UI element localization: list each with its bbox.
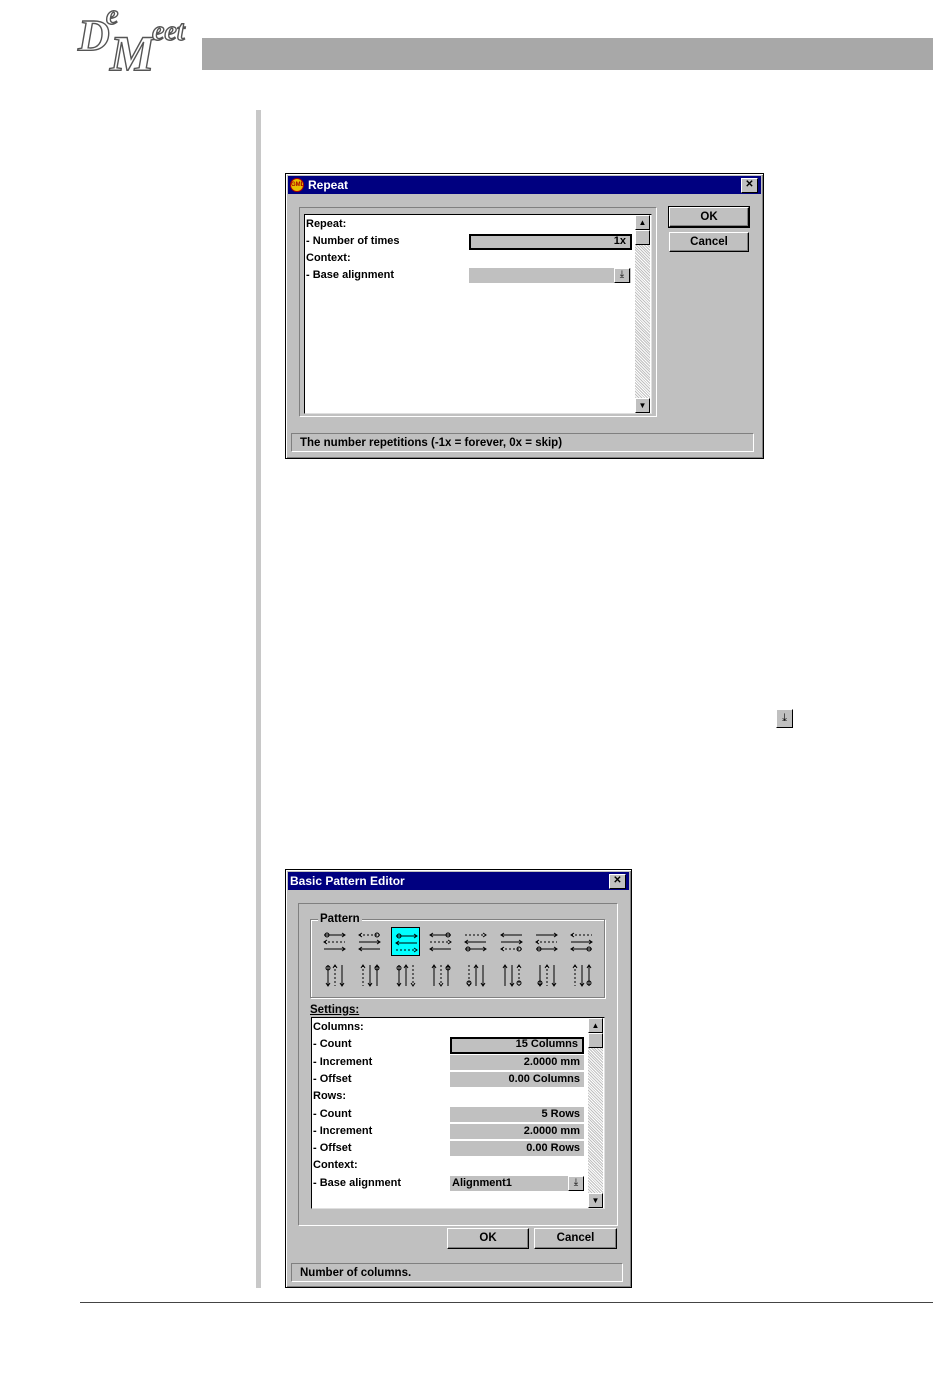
settings-label: Settings: (310, 1004, 360, 1016)
repeat-status-bar: The number repetitions (-1x = forever, 0x = skip) (291, 433, 754, 452)
pattern-vertical-8-icon[interactable] (567, 961, 596, 990)
pattern-vertical-1-icon[interactable] (320, 961, 349, 990)
pattern-horizontal-3-icon[interactable] (391, 927, 420, 956)
settings-row-value[interactable]: 5 Rows (450, 1107, 584, 1122)
settings-row-label: - Offset (313, 1072, 352, 1085)
scroll-down-icon[interactable]: ▼ (588, 1193, 603, 1208)
cancel-button[interactable]: Cancel (669, 232, 749, 252)
pattern-vertical-3-icon[interactable] (391, 961, 420, 990)
logo-letter-d: D (78, 11, 110, 60)
repeat-dialog (285, 173, 764, 459)
settings-row-label: - Base alignment (313, 1176, 402, 1189)
pattern-horizontal-6-icon[interactable] (497, 927, 526, 956)
pattern-horizontal-7-icon[interactable] (532, 927, 561, 956)
settings-row-label: - Increment (313, 1055, 373, 1068)
cancel-button[interactable]: Cancel (534, 1228, 617, 1249)
scroll-thumb[interactable] (635, 230, 650, 245)
scroll-thumb[interactable] (588, 1033, 603, 1048)
dropdown-arrow-icon: ⤓ (776, 709, 793, 728)
pattern-vertical-5-icon[interactable] (461, 961, 490, 990)
ok-button[interactable]: OK (447, 1228, 529, 1249)
number-of-times-field[interactable]: 1x (469, 234, 632, 250)
ok-button[interactable]: OK (669, 207, 749, 227)
settings-row-label: - Count (313, 1038, 352, 1051)
scroll-down-icon[interactable]: ▼ (635, 398, 650, 413)
settings-row-value[interactable]: 0.00 Columns (450, 1072, 584, 1087)
pattern-status-bar: Number of columns. (291, 1263, 623, 1282)
repeat-icon: GML (290, 178, 304, 192)
settings-row-value[interactable]: 0.00 Rows (450, 1141, 584, 1156)
pattern-scrollbar[interactable] (588, 1018, 603, 1208)
pattern-vertical-7-icon[interactable] (532, 961, 561, 990)
repeat-row-base-alignment-label: - Base alignment (306, 269, 395, 281)
settings-row-label: - Offset (313, 1142, 352, 1155)
pattern-titlebar (288, 872, 629, 890)
settings-row-value[interactable]: Alignment1 (450, 1176, 568, 1191)
close-icon[interactable]: ✕ (741, 178, 758, 193)
pattern-horizontal-5-icon[interactable] (461, 927, 490, 956)
repeat-row-number-label: - Number of times (306, 235, 400, 247)
repeat-base-alignment-select[interactable] (469, 268, 631, 283)
pattern-vertical-2-icon[interactable] (355, 961, 384, 990)
demeet-logo (76, 0, 206, 81)
repeat-row-context: Context: (306, 252, 351, 264)
pattern-horizontal-2-icon[interactable] (355, 927, 384, 956)
pattern-horizontal-4-icon[interactable] (426, 927, 455, 956)
repeat-titlebar (288, 176, 761, 194)
settings-row-value[interactable]: 2.0000 mm (450, 1055, 584, 1070)
dropdown-arrow-icon[interactable]: ⤓ (568, 1176, 584, 1191)
pattern-title: Basic Pattern Editor (290, 874, 405, 888)
scroll-up-icon[interactable]: ▲ (588, 1018, 603, 1033)
settings-row-label: Columns: (313, 1021, 364, 1033)
pattern-vertical-4-icon[interactable] (426, 961, 455, 990)
repeat-scrollbar[interactable] (635, 215, 650, 413)
repeat-title: Repeat (308, 178, 349, 192)
settings-row-label: - Count (313, 1107, 352, 1120)
settings-row-label: - Increment (313, 1124, 373, 1137)
settings-row-label: Context: (313, 1159, 358, 1172)
margin-bar (256, 110, 261, 1288)
repeat-settings-list[interactable] (304, 214, 652, 414)
pattern-editor-dialog (285, 869, 632, 1288)
settings-row-value[interactable]: 2.0000 mm (450, 1124, 584, 1139)
logo-letters-eet: eet (152, 16, 185, 47)
pattern-horizontal-8-icon[interactable] (567, 927, 596, 956)
logo-letter-m: M (110, 25, 155, 81)
close-icon[interactable]: ✕ (609, 874, 626, 889)
pattern-group-label: Pattern (320, 913, 360, 925)
pattern-horizontal-1-icon[interactable] (320, 927, 349, 956)
logo-letter-e: e (106, 0, 119, 31)
pattern-settings-list[interactable] (311, 1017, 605, 1209)
header-bar (202, 38, 933, 70)
repeat-row-header: Repeat: (306, 218, 347, 230)
pattern-vertical-6-icon[interactable] (497, 961, 526, 990)
settings-row-label: Rows: (313, 1090, 346, 1103)
settings-row-value[interactable]: 15 Columns (450, 1037, 584, 1054)
scroll-up-icon[interactable]: ▲ (635, 215, 650, 230)
footer-rule (80, 1302, 933, 1303)
dropdown-arrow-icon[interactable]: ⤓ (614, 268, 630, 283)
